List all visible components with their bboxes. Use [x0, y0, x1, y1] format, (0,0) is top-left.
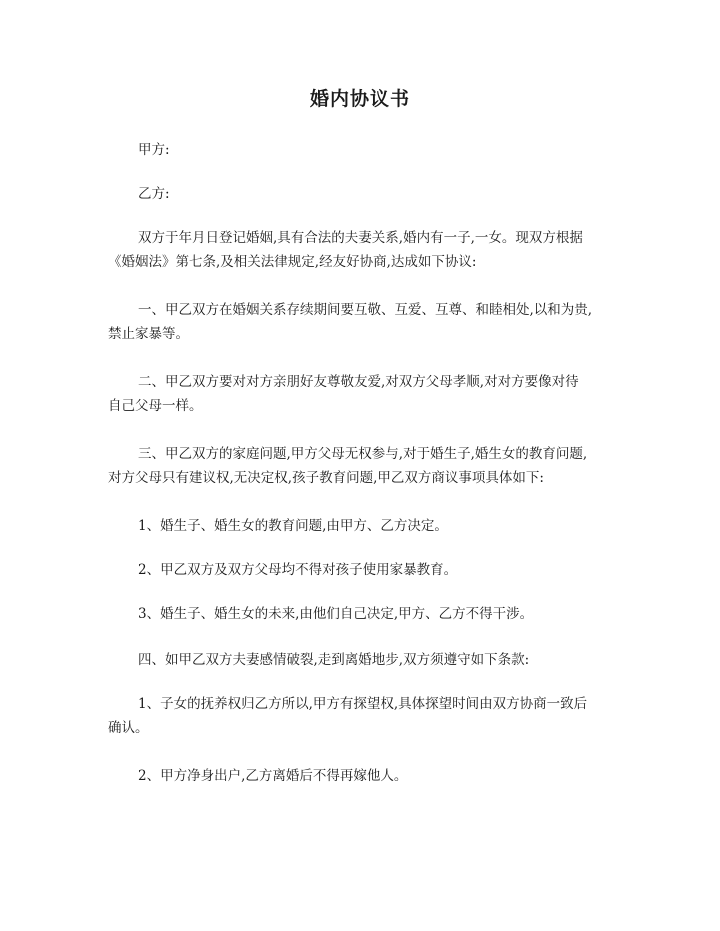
clause-4-item-1-line-1: 1、子女的抚养权归乙方所以,甲方有探望权,具体探望时间由双方协商一致后: [138, 696, 588, 712]
clause-3-item-1: [108, 514, 628, 538]
clause-3-line-2: 对方父母只有建议权,无决定权,孩子教育问题,甲乙双方商议事项具体如下:: [108, 470, 544, 486]
document-title: 婚内协议书: [309, 88, 410, 110]
clause-4-text: 四、如甲乙双方夫妻感情破裂,走到离婚地步,双方须遵守如下条款:: [138, 652, 530, 668]
clause-3-item-3: [108, 602, 628, 626]
clause-2-line-2: 自己父母一样。: [108, 398, 203, 414]
intro-line-1: 双方于年月日登记婚姻,具有合法的夫妻关系,婚内有一子,一女。现双方根据: [138, 230, 583, 246]
clause-3-item-2: [108, 558, 628, 582]
intro-line-2: 《婚姻法》第七条,及相关法律规定,经友好协商,达成如下协议:: [108, 254, 477, 270]
clause-3-item-2-text: 2、甲乙双方及双方父母均不得对孩子使用家暴教育。: [138, 562, 458, 578]
clause-2-line-1: 二、甲乙双方要对对方亲朋好友尊敬友爱,对双方父母孝顺,对对方要像对待: [138, 374, 579, 390]
clause-2-paragraph: [108, 370, 628, 418]
clause-4-paragraph: [108, 648, 628, 672]
clause-3-line-1: 三、甲乙双方的家庭问题,甲方父母无权参与,对于婚生子,婚生女的教育问题,: [138, 446, 588, 462]
clause-1-paragraph: [108, 298, 628, 346]
clause-4-item-1: [108, 692, 628, 740]
party-b-label: 乙方:: [138, 186, 170, 202]
clause-4-item-1-line-2: 确认。: [108, 720, 149, 736]
clause-3-item-3-text: 3、婚生子、婚生女的未来,由他们自己决定,甲方、乙方不得干涉。: [138, 606, 534, 622]
clause-1-line-2: 禁止家暴等。: [108, 326, 189, 342]
clause-4-item-2-text: 2、甲方净身出户,乙方离婚后不得再嫁他人。: [138, 768, 408, 784]
intro-paragraph: [108, 226, 628, 274]
clause-3-paragraph: [108, 442, 628, 490]
clause-1-line-1: 一、甲乙双方在婚姻关系存续期间要互敬、互爱、互尊、和睦相处,以和为贵,: [138, 302, 593, 318]
clause-3-item-1-text: 1、婚生子、婚生女的教育问题,由甲方、乙方决定。: [138, 518, 448, 534]
party-b-line: [108, 182, 628, 206]
clause-4-item-2: [108, 764, 628, 788]
party-a-label: 甲方:: [138, 142, 170, 158]
party-a-line: [108, 138, 628, 162]
